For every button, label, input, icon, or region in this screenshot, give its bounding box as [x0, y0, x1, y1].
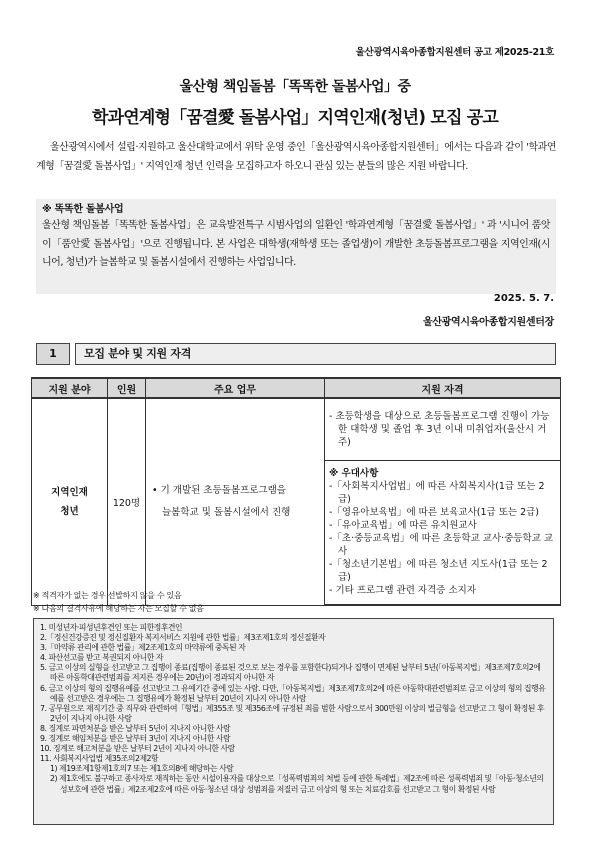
preference-item: -「사회복지사업법」에 따른 사회복지사(1급 또는 2급)	[329, 481, 545, 506]
count-cell: 120명	[108, 398, 146, 605]
program-info-title: ※ 똑똑한 돌봄사업	[42, 204, 124, 215]
header-count: 인원	[108, 378, 146, 398]
preference-cell	[325, 460, 561, 605]
disqualification-subitem: 1) 제19조제1항제1호의7 또는 제1호의8에 해당하는 사람	[50, 764, 234, 774]
disqualification-item: 11. 사회복지사업법 제35조의2제2항	[40, 754, 159, 764]
disqualification-item: 1. 미성년자·피성년후견인 또는 피한정후견인	[40, 623, 183, 632]
disqualification-item: 7. 공무원으로 재직기간 중 직무와 관련하여「형법」제355조 및 제356조에 규정된 죄를 범한 사람으로서 300만원 이상의 벌금형을 선고받고 그 형이 확정된 후 2년이 지나지 아니한 사람	[40, 703, 545, 723]
table-header-row	[32, 378, 561, 398]
section-header	[36, 343, 556, 365]
header-duties: 주요 업무	[146, 378, 325, 398]
duties-line2: 늘봄학교 및 돌봄시설에서 진행	[162, 506, 291, 518]
field-line2: 청년	[60, 505, 79, 517]
duties-line1: • 기 개발된 초등돌봄프로그램을	[152, 484, 286, 496]
disqualification-item: 8. 징계로 파면처분을 받은 날부터 5년이 지나지 아니한 사람	[40, 723, 231, 733]
disqualification-box	[33, 618, 554, 825]
preference-item: -「유아교육법」에 따른 유치원교사	[329, 520, 477, 532]
notice-number: 울산광역시육아종합지원센터 공고 제2025-21호	[355, 47, 554, 58]
field-cell	[32, 398, 108, 605]
note-item: ※ 적격자가 없는 경우 선발하지 않을 수 있음	[33, 591, 182, 600]
disqualification-item: 6. 금고 이상의 형의 집행유예를 선고받고 그 유예기간 중에 있는 사람. 다만,「아동복지법」제3조제7호의2에 따른 아동학대관련범죄로 금고 이상의 형의 집행유예를 선고받은 경우에는 그 집행유예가 확정된 날부터 20년이 지나지 아니한 사람	[40, 683, 546, 703]
main-qualification: - 초등학생을 대상으로 초등돌봄프로그램 진행이 가능한 대학생 및 졸업 후 3년 이내 미취업자(울산시 거주)	[329, 410, 550, 448]
intro-paragraph: 울산광역시에서 설립·지원하고 울산대학교에서 위탁 운영 중인「울산광역시육아종합지원센터」에서는 다음과 같이 '학과연계형「꿈결愛 돌봄사업」' 지역인재 청년 인력을 모집하고자 하오니 관심 있는 분들의 많은 지원 바랍니다.	[36, 142, 556, 172]
section-title: 모집 분야 및 지원 자격	[75, 343, 556, 365]
program-info-body: 울산형 책임돌봄「똑똑한 돌봄사업」은 교육발전특구 시범사업의 일환인 '학과연계형「꿈결愛 돌봄사업」' 과 '시니어 품앗이「품안愛 돌봄사업」'으로 진행됩니다. 본 사업은 대학생(재학생 또는 졸업생)이 개발한 초등돌봄프로그램을 지역인재(시니어, 청년)가 늘봄학교 및 돌봄시설에서 진행하는 사업입니다.	[42, 220, 550, 268]
header-field: 지원 분야	[32, 378, 108, 398]
preference-item: -「영유아보육법」에 따른 보육교사(1급 또는 2급)	[329, 507, 540, 519]
disqualification-item: 3.「마약류 관리에 관한 법률」제2조제1호의 마약류에 중독된 자	[40, 643, 246, 653]
note-item: ※ 다음의 결격사유에 해당하는 자는 모집할 수 없음	[33, 604, 204, 613]
notice-date: 2025. 5. 7.	[493, 293, 554, 304]
program-info-box	[36, 199, 556, 294]
disqualification-item: 9. 징계로 해임처분을 받은 날부터 3년이 지나지 아니한 사람	[40, 734, 231, 744]
section-number: 1	[36, 343, 70, 365]
field-line1: 지역인재	[51, 486, 88, 498]
preference-title: ※ 우대사항	[329, 468, 379, 480]
header-qualifications: 지원 자격	[325, 378, 561, 398]
title-line1: 울산형 책임돌봄「똑똑한 돌봄사업」중	[179, 79, 411, 95]
preference-item: -「초·중등교육법」에 따른 초등학교 교사·중등학교 교사	[329, 533, 554, 558]
preference-item: -「청소년기본법」에 따른 청소년 지도사(1급 또는 2급)	[329, 559, 548, 584]
disqualification-item: 10. 징계로 해고처분을 받은 날부터 2년이 지나지 아니한 사람	[40, 744, 235, 754]
disqualification-subitem: 2) 제1호에도 불구하고 종사자로 재직하는 동안 시설이용자를 대상으로「성폭력범죄의 처벌 등에 관한 특례법」제2조에 따른 성폭력범죄 및「아동·청소년의 성보호에 관한 법률」제2조제2호에 따른 아동·청소년 대상 성범죄를 저질러 금고 이상의 형 또는 치료감호를 선고받고 그 형이 확정된 사람	[50, 774, 544, 794]
page-title: 학과연계형「꿈결愛 돌봄사업」지역인재(청년) 모집 공고	[92, 108, 498, 128]
duties-cell	[146, 398, 325, 605]
issuing-organization: 울산광역시육아종합지원센터장	[422, 317, 554, 328]
notes	[33, 589, 204, 615]
disqualification-item: 5. 금고 이상의 실형을 선고받고 그 집행이 종료(집행이 종료된 것으로 보는 경우를 포함한다)되거나 집행이 면제된 날부터 5년(「아동복지법」제3조제7호의2에 따른 아동학대관련범죄를 저지른 경우에는 20년)이 경과되지 아니한 자	[40, 663, 541, 683]
main-qualification-cell	[325, 398, 561, 460]
table-row	[32, 398, 561, 460]
disqualification-item: 2.「정신건강증진 및 정신질환자 복지서비스 지원에 관한 법률」제3조제1호의 정신질환자	[40, 633, 326, 643]
recruitment-table	[31, 377, 561, 606]
disqualification-item: 4. 파산선고를 받고 복권되지 아니한 자	[40, 653, 163, 663]
preference-item: - 기타 프로그램 관련 자격증 소지자	[329, 585, 477, 597]
